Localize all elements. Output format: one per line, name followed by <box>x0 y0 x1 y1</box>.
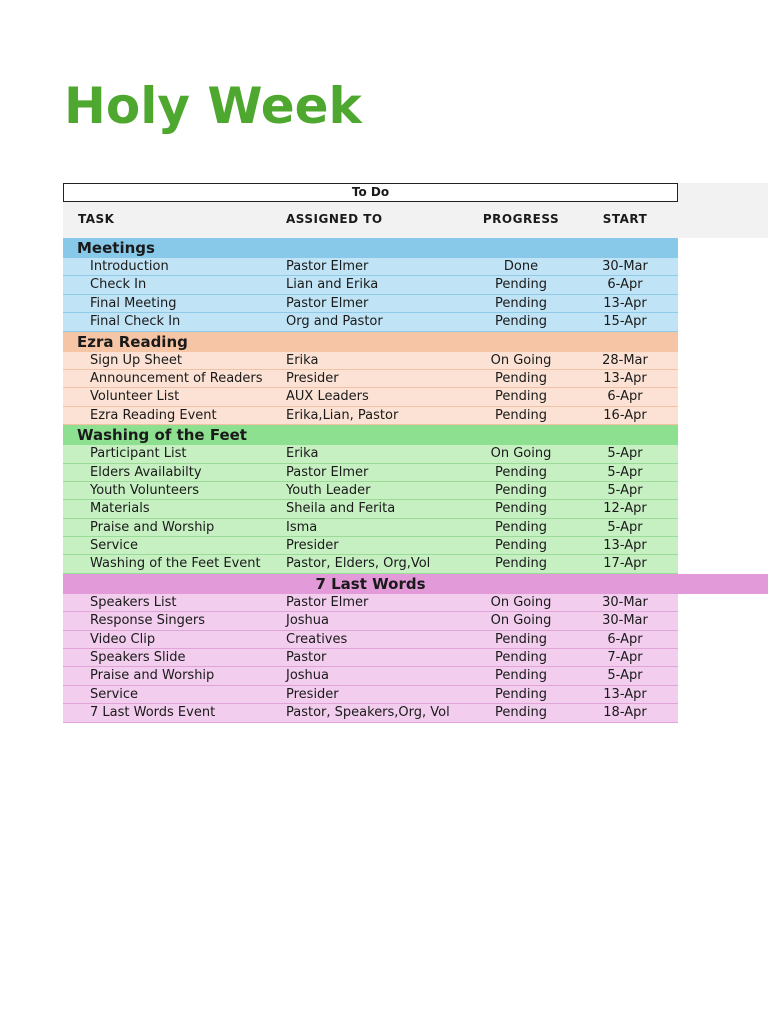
table-row <box>63 407 678 425</box>
start-cell: 13-Apr <box>603 370 647 386</box>
task-cell: Materials <box>90 501 150 517</box>
task-cell: Washing of the Feet Event <box>90 556 261 572</box>
assigned-cell: Isma <box>286 519 318 535</box>
progress-cell: Pending <box>495 482 547 498</box>
start-cell: 17-Apr <box>603 556 647 572</box>
table-row <box>63 258 678 276</box>
task-cell: Sign Up Sheet <box>90 352 182 368</box>
column-header-progress: PROGRESS <box>482 212 560 226</box>
progress-cell: Pending <box>495 370 547 386</box>
progress-cell: Pending <box>495 686 547 702</box>
start-cell: 6-Apr <box>607 631 643 647</box>
start-cell: 13-Apr <box>603 538 647 554</box>
task-cell: Response Singers <box>90 613 206 629</box>
progress-cell: On Going <box>490 446 552 462</box>
table-row <box>63 704 678 722</box>
table-row <box>63 388 678 406</box>
start-cell: 12-Apr <box>603 501 647 517</box>
progress-cell: Pending <box>495 464 547 480</box>
progress-cell: Pending <box>495 668 547 684</box>
table-row <box>63 667 678 685</box>
task-cell: Participant List <box>90 446 187 462</box>
progress-cell: On Going <box>490 594 552 610</box>
start-cell: 7-Apr <box>607 650 643 666</box>
progress-cell: On Going <box>490 613 552 629</box>
assigned-cell: Pastor <box>286 650 327 666</box>
assigned-cell: Erika,Lian, Pastor <box>286 407 399 423</box>
assigned-cell: Joshua <box>286 668 330 684</box>
table-row <box>63 649 678 667</box>
page-title: Holy Week <box>64 77 362 135</box>
task-cell: Check In <box>90 277 147 293</box>
start-cell: 6-Apr <box>607 389 643 405</box>
start-cell: 15-Apr <box>603 314 647 330</box>
start-cell: 28-Mar <box>602 352 648 368</box>
table-row <box>63 594 678 612</box>
progress-cell: Pending <box>495 705 547 721</box>
assigned-cell: AUX Leaders <box>286 389 369 405</box>
progress-cell: On Going <box>490 352 552 368</box>
start-cell: 30-Mar <box>602 613 648 629</box>
task-cell: Volunteer List <box>90 389 180 405</box>
section-header: 7 Last Words <box>63 574 768 594</box>
start-cell: 30-Mar <box>602 259 648 274</box>
task-cell: Video Clip <box>90 631 156 647</box>
progress-cell: Pending <box>495 389 547 405</box>
task-cell: Final Meeting <box>90 295 177 311</box>
assigned-cell: Erika <box>286 446 319 462</box>
table-row <box>63 686 678 704</box>
task-cell: Final Check In <box>90 314 181 330</box>
start-cell: 5-Apr <box>607 668 643 684</box>
table-row <box>63 537 678 555</box>
table-row <box>63 500 678 518</box>
assigned-cell: Pastor Elmer <box>286 259 369 274</box>
assigned-cell: Presider <box>286 370 339 386</box>
progress-cell: Pending <box>495 556 547 572</box>
table-row <box>63 370 678 388</box>
start-cell: 5-Apr <box>607 482 643 498</box>
progress-cell: Pending <box>495 650 547 666</box>
table-row <box>63 445 678 463</box>
column-header-start: START <box>602 212 648 226</box>
start-cell: 5-Apr <box>607 446 643 462</box>
progress-cell: Pending <box>495 314 547 330</box>
assigned-cell: Pastor Elmer <box>286 464 369 480</box>
task-cell: Speakers Slide <box>90 650 186 666</box>
table-row <box>63 631 678 649</box>
assigned-cell: Youth Leader <box>286 482 371 498</box>
assigned-cell: Presider <box>286 538 339 554</box>
start-cell: 5-Apr <box>607 464 643 480</box>
start-cell: 13-Apr <box>603 295 647 311</box>
start-cell: 16-Apr <box>603 407 647 423</box>
column-header-task: TASK <box>78 212 115 226</box>
progress-cell: Done <box>503 259 539 274</box>
task-cell: Introduction <box>90 259 169 274</box>
task-cell: Ezra Reading Event <box>90 407 217 423</box>
task-cell: 7 Last Words Event <box>90 705 216 721</box>
assigned-cell: Pastor Elmer <box>286 295 369 311</box>
assigned-cell: Creatives <box>286 631 348 647</box>
assigned-cell: Presider <box>286 686 339 702</box>
task-cell: Announcement of Readers <box>90 370 263 386</box>
progress-cell: Pending <box>495 501 547 517</box>
start-cell: 13-Apr <box>603 686 647 702</box>
assigned-cell: Joshua <box>286 613 330 629</box>
assigned-cell: Erika <box>286 352 319 368</box>
start-cell: 6-Apr <box>607 277 643 293</box>
table-row <box>63 464 678 482</box>
assigned-cell: Sheila and Ferita <box>286 501 396 517</box>
assigned-cell: Pastor Elmer <box>286 594 369 610</box>
table-row <box>63 555 678 573</box>
progress-cell: Pending <box>495 538 547 554</box>
section-header: Ezra Reading <box>63 332 678 352</box>
table-row <box>63 276 678 294</box>
task-cell: Service <box>90 686 139 702</box>
table-row <box>63 612 678 630</box>
assigned-cell: Pastor, Elders, Org,Vol <box>286 556 431 572</box>
section-header: Meetings <box>63 238 678 258</box>
task-cell: Praise and Worship <box>90 519 215 535</box>
task-cell: Speakers List <box>90 594 177 610</box>
table-row <box>63 519 678 537</box>
column-header-assigned: ASSIGNED TO <box>286 212 383 226</box>
table-row <box>63 352 678 370</box>
assigned-cell: Org and Pastor <box>286 314 383 330</box>
table-body <box>63 238 768 723</box>
progress-cell: Pending <box>495 519 547 535</box>
todo-label: To Do <box>63 183 678 202</box>
table-row <box>63 295 678 313</box>
task-cell: Praise and Worship <box>90 668 215 684</box>
progress-cell: Pending <box>495 295 547 311</box>
assigned-cell: Lian and Erika <box>286 277 379 293</box>
task-cell: Elders Availabilty <box>90 464 202 480</box>
task-cell: Service <box>90 538 139 554</box>
assigned-cell: Pastor, Speakers,Org, Vol <box>286 705 450 721</box>
start-cell: 5-Apr <box>607 519 643 535</box>
progress-cell: Pending <box>495 277 547 293</box>
task-cell: Youth Volunteers <box>90 482 200 498</box>
table-row <box>63 482 678 500</box>
progress-cell: Pending <box>495 631 547 647</box>
section-header: Washing of the Feet <box>63 425 678 445</box>
table-row <box>63 313 678 331</box>
progress-cell: Pending <box>495 407 547 423</box>
start-cell: 18-Apr <box>603 705 647 721</box>
start-cell: 30-Mar <box>602 594 648 610</box>
